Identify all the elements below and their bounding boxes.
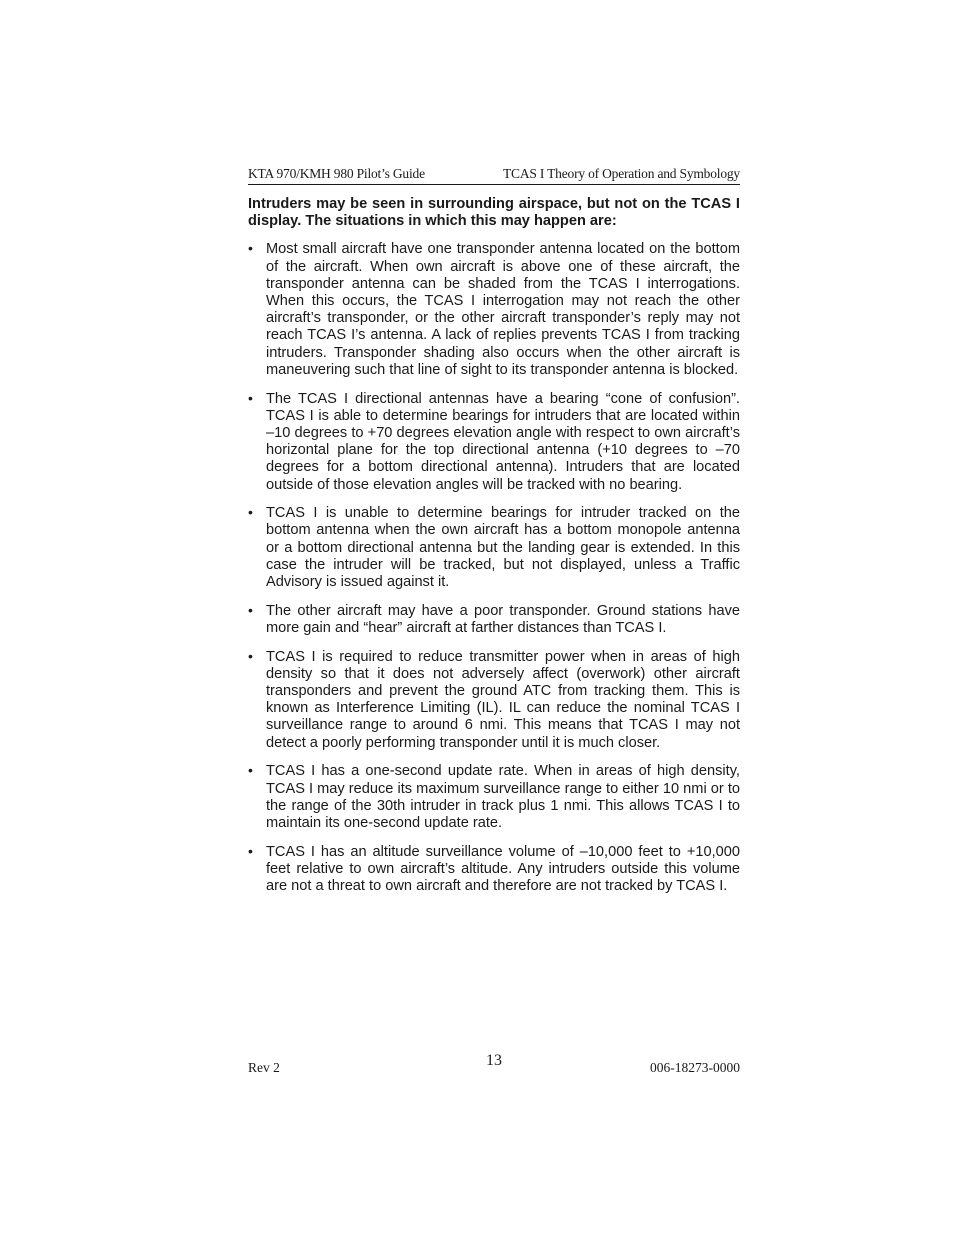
bullet-icon: • [248,389,253,406]
list-item [248,603,740,637]
list-item-text: Most small aircraft have one transponder antenna located on the bottom of the aircraft. When own aircraft is above one of these aircraft, the transponder antenna can be shaded from the TCAS I interrogations. When this occurs, the TCAS I interrogation may not reach the other aircraft’s transponder, or the other aircraft transponder’s reply may not reach TCAS I’s antenna. A lack of replies prevents TCAS I from tracking intruders. Transponder shading also occurs when the other aircraft is maneuvering such that line of sight to its transponder antenna is blocked. [266,241,740,378]
list-item [248,649,740,752]
page-body [248,196,740,907]
bullet-icon: • [248,601,253,618]
revision-label: Rev 2 [248,1060,280,1075]
list-item-text: TCAS I has an altitude surveillance volume of –10,000 feet to +10,000 feet relative to own aircraft’s altitude. Any intruders outside this volume are not a threat to own aircraft and therefore are not tracked by TCAS I. [266,843,740,895]
list-item [248,505,740,591]
list-item [248,241,740,379]
list-item-text: TCAS I is unable to determine bearings for intruder tracked on the bottom antenna when the own aircraft has a bottom monopole antenna or a bottom directional antenna but the landing gear is extended. In this case the intruder will be tracked, but not displayed, unless a Traffic Advisory is issued against it. [266,505,740,591]
header-section-title: TCAS I Theory of Operation and Symbology [503,166,740,181]
list-item [248,763,740,832]
situation-list [248,241,740,895]
document-number: 006-18273-0000 [650,1060,740,1075]
list-item-text: The other aircraft may have a poor transponder. Ground stations have more gain and “hear” aircraft at farther distances than TCAS I. [266,602,740,636]
list-item [248,844,740,896]
bullet-icon: • [248,504,253,521]
list-item [248,391,740,494]
bullet-icon: • [248,842,253,859]
page-header [248,166,740,185]
bullet-icon: • [248,762,253,779]
list-item-text: TCAS I is required to reduce transmitter power when in areas of high density so that it does not adversely affect (overwork) other aircraft transponders and prevent the ground ATC from tracking them. This is known as Interference Limiting (IL). IL can reduce the nominal TCAS I surveillance range to around 6 nmi. This means that TCAS I may not detect a poorly performing transponder until it is much closer. [266,648,740,751]
header-document-title: KTA 970/KMH 980 Pilot’s Guide [248,166,425,181]
list-item-text: The TCAS I directional antennas have a bearing “cone of confusion”. TCAS I is able to determine bearings for intruders that are located within –10 degrees to +70 degrees elevation angle with respect to own aircraft’s horizontal plane for the top directional antenna (+10 degrees to –70 degrees for a bottom directional antenna). Intruders that are located outside of those elevation angles will be tracked with no bearing. [266,390,740,493]
intro-paragraph: Intruders may be seen in surrounding airspace, but not on the TCAS I display. The situations in which this may happen are: [248,196,740,230]
page-footer [248,1052,740,1076]
bullet-icon: • [248,647,253,664]
bullet-icon: • [248,240,253,257]
list-item-text: TCAS I has a one-second update rate. When in areas of high density, TCAS I may reduce its maximum surveillance range to either 10 nmi or to the range of the 30th intruder in track plus 1 nmi. This allows TCAS I to maintain its one-second update rate. [266,763,740,831]
page-number: 13 [486,1052,502,1069]
